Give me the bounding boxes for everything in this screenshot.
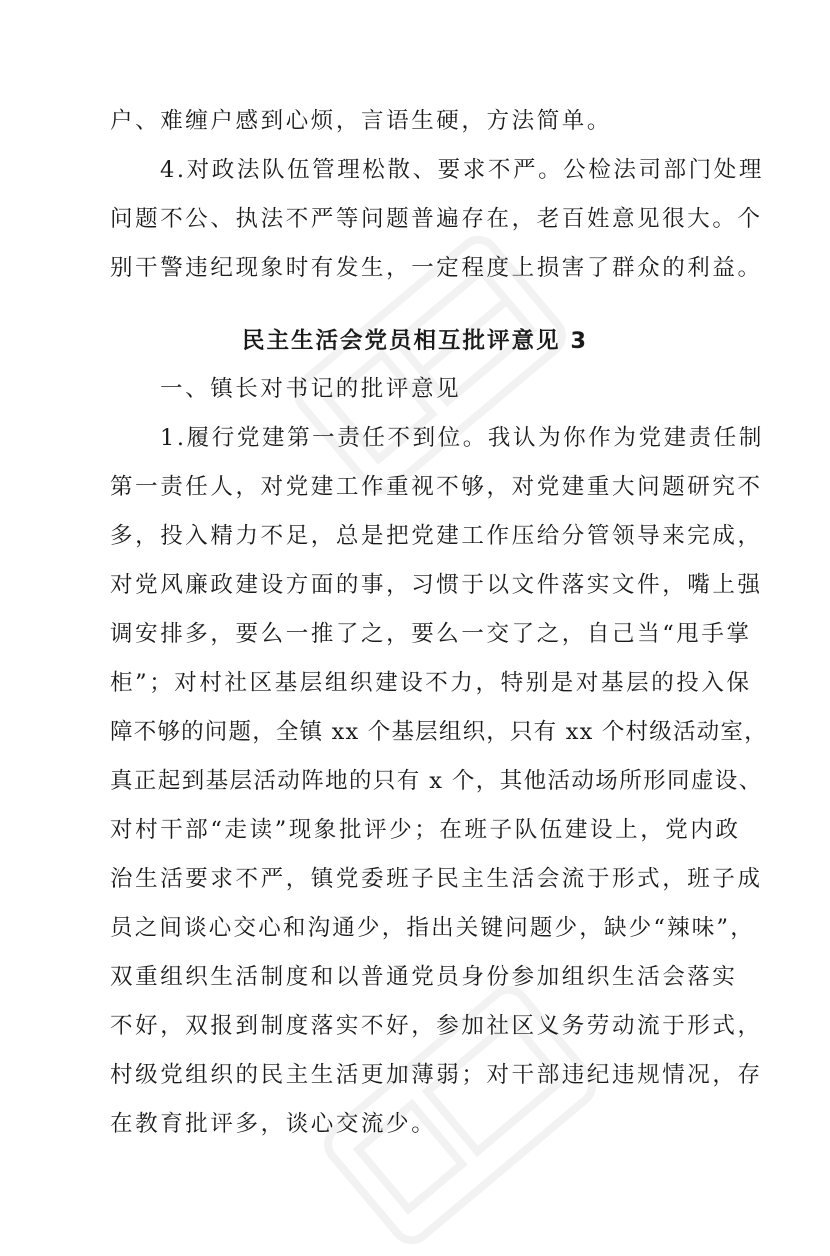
body-line: 不好，双报到制度落实不好，参加社区义务劳动流于形式，	[110, 1013, 763, 1039]
body-line: 第一责任人，对党建工作重视不够，对党建重大问题研究不	[110, 474, 763, 500]
subsection-title: 一、镇长对书记的批评意见	[160, 376, 462, 402]
body-line: 4.对政法队伍管理松散、要求不严。公检法司部门处理	[160, 157, 764, 183]
body-line: 员之间谈心交心和沟通少，指出关键问题少，缺少“辣味”，	[110, 915, 755, 941]
body-line: 双重组织生活制度和以普通党员身份参加组织生活会落实	[110, 964, 738, 990]
body-line: 真正起到基层活动阵地的只有 x 个，其他活动场所形同虚设、	[110, 768, 763, 794]
body-line: 村级党组织的民主生活更加薄弱；对干部违纪违规情况，存	[110, 1062, 763, 1088]
body-line: 对党风廉政建设方面的事，习惯于以文件落实文件，嘴上强	[110, 572, 763, 598]
body-line: 在教育批评多，谈心交流少。	[110, 1111, 437, 1137]
section-heading: 民主生活会党员相互批评意见 3	[242, 328, 588, 354]
body-line: 户、难缠户感到心烦，言语生硬，方法简单。	[110, 108, 613, 134]
body-line: 治生活要求不严，镇党委班子民主生活会流于形式，班子成	[110, 866, 763, 892]
body-line: 多，投入精力不足，总是把党建工作压给分管领导来完成，	[110, 523, 763, 549]
body-line: 1.履行党建第一责任不到位。我认为你作为党建责任制	[160, 425, 764, 451]
body-line: 柜”；对村社区基层组织建设不力，特别是对基层的投入保	[110, 670, 752, 696]
body-line: 调安排多，要么一推了之，要么一交了之，自己当“甩手掌	[110, 621, 752, 647]
body-line: 别干警违纪现象时有发生，一定程度上损害了群众的利益。	[110, 255, 763, 281]
body-line: 障不够的问题，全镇 xx 个基层组织，只有 xx 个村级活动室，	[110, 719, 768, 745]
body-line: 对村干部“走读”现象批评少；在班子队伍建设上，党内政	[110, 817, 741, 843]
body-line: 问题不公、执法不严等问题普遍存在，老百姓意见很大。个	[110, 206, 763, 232]
